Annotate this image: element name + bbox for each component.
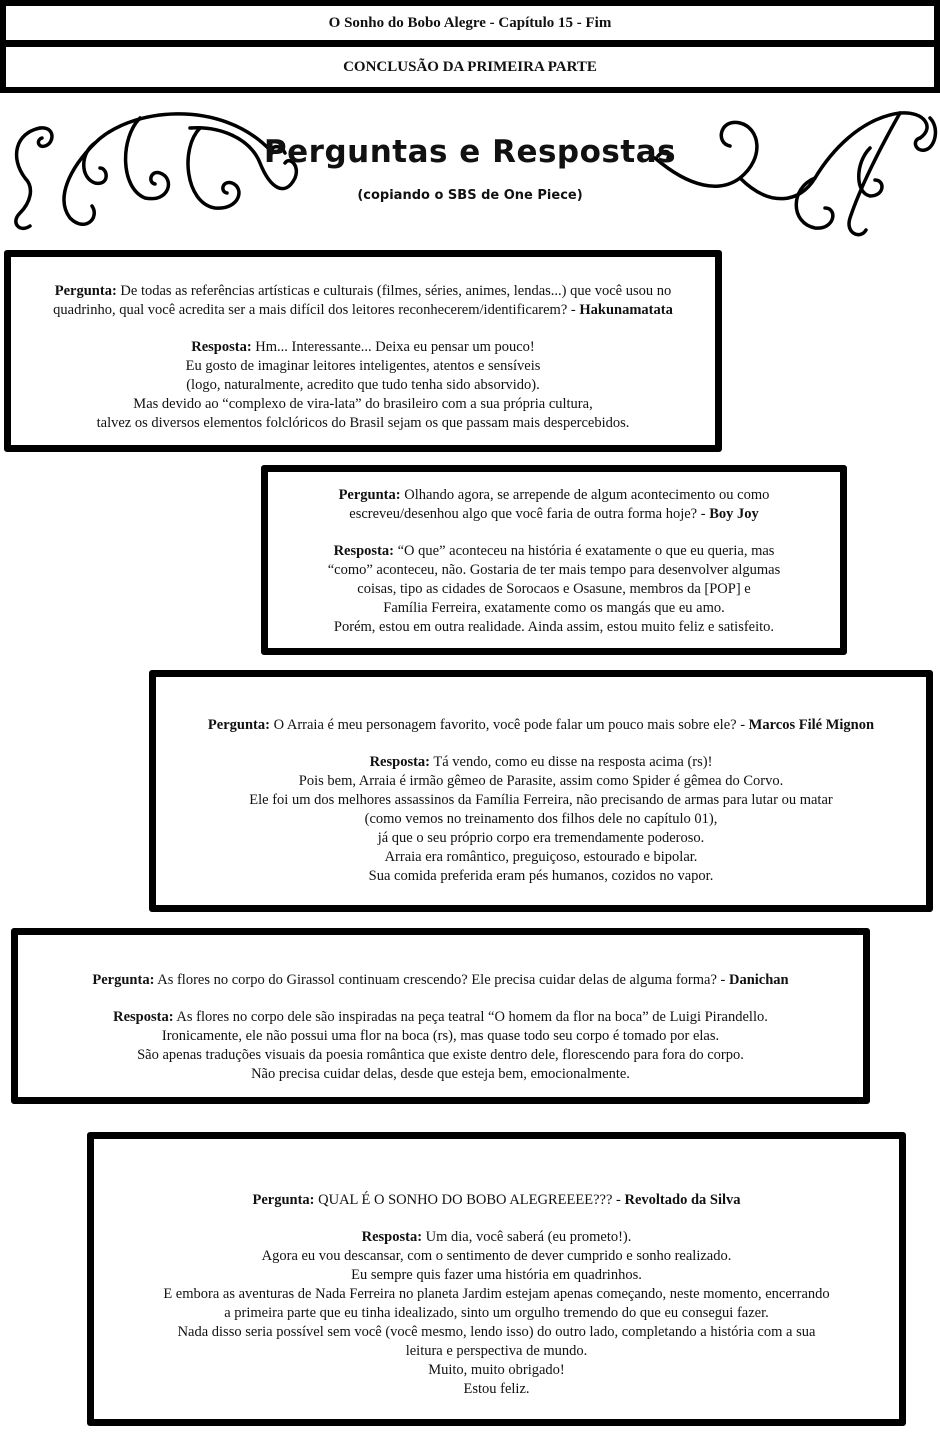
answer-label: Resposta: <box>369 754 430 770</box>
answer: Resposta: Um dia, você saberá (eu prometo!). Agora eu vou descansar, com o sentimento de dever cumprido e sonho realizado. Eu sempre quis fazer uma história em quadrinhos. E embora as aventuras de Nada Ferreira no planeta Jardim estejam apenas começando, neste momento, encerrando a primeira parte que eu tinha idealizado, sinto um orgulho tremendo do que eu consegui fazer. Nada disso seria possível sem você (você mesmo, lendo isso) do outro lado, completando a história com a sua leitura e perspectiva de mundo. Muito, muito obrigado! Estou feliz. <box>163 1229 830 1397</box>
swirl-ornament-icon <box>0 108 940 248</box>
qa-card <box>149 670 933 912</box>
answer: Resposta: Hm... Interessante... Deixa eu pensar um pouco! Eu gosto de imaginar leitores inteligentes, atentos e sensíveis (logo, naturalmente, acredito que tudo tenha sido absorvido). Mas devido ao “complexo de vira-lata” do brasileiro com a sua própria cultura, talvez os diversos elementos folclóricos do Brasil sejam os que passam mais despercebidos. <box>96 339 630 431</box>
answer: Resposta: Tá vendo, como eu disse na resposta acima (rs)! Pois bem, Arraia é irmão gêmeo de Parasite, assim como Spider é gêmea do Corvo. Ele foi um dos melhores assassinos da Família Ferreira, não precisando de armas para lutar ou matar (como vemos no treinamento dos filhos dele no capítulo 01), já que o seu próprio corpo era tremendamente poderoso. Arraia era romântico, preguiçoso, estourado e bipolar. Sua comida preferida eram pés humanos, cozidos no vapor. <box>249 754 833 884</box>
question-label: Pergunta: <box>338 487 401 503</box>
qa-card <box>11 928 870 1104</box>
question-author: Marcos Filé Mignon <box>748 717 875 733</box>
section-subtitle: (copiando o SBS de One Piece) <box>357 188 583 203</box>
answer: Resposta: As flores no corpo dele são inspiradas na peça teatral “O homem da flor na boca” de Luigi Pirandello. Ironicamente, ele não possui uma flor na boca (rs), mas quase todo seu corpo é tomado por elas. São apenas traduções visuais da poesia romântica que existe dentro dele, florescendo para fora do corpo. Não precisa cuidar delas, desde que esteja bem, emocionalmente. <box>113 1009 768 1082</box>
question: Pergunta: As flores no corpo do Girassol continuam crescendo? Ele precisa cuidar delas de alguma forma? - Danichan <box>92 972 789 988</box>
answer-label: Resposta: <box>191 339 252 355</box>
answer-label: Resposta: <box>333 543 394 559</box>
question-label: Pergunta: <box>92 972 155 988</box>
question-author: Revoltado da Silva <box>624 1192 741 1208</box>
question-author: Boy Joy <box>709 506 759 522</box>
part-title: CONCLUSÃO DA PRIMEIRA PARTE <box>6 47 934 87</box>
answer: Resposta: “O que” aconteceu na história é exatamente o que eu queria, mas “como” aconteceu, não. Gostaria de ter mais tempo para desenvolver algumas coisas, tipo as cidades de Sorocaos e Osasune, membros da [POP] e Família Ferreira, exatamente como os mangás que eu amo. Porém, estou em outra realidade. Ainda assim, estou muito feliz e satisfeito. <box>327 543 781 635</box>
qa-card <box>261 465 847 655</box>
question: Pergunta: QUAL É O SONHO DO BOBO ALEGREEEE??? - Revoltado da Silva <box>252 1192 741 1208</box>
question-label: Pergunta: <box>252 1192 315 1208</box>
question-author: Danichan <box>728 972 789 988</box>
question: Pergunta: O Arraia é meu personagem favorito, você pode falar um pouco mais sobre ele? - Marcos Filé Mignon <box>207 717 875 733</box>
chapter-title-bar <box>0 0 940 46</box>
question: Pergunta: De todas as referências artísticas e culturais (filmes, séries, animes, lendas...) que você usou no quadrinho, qual você acredita ser a mais difícil dos leitores reconhecerem/identificarem? - Hakunamatata <box>53 283 673 318</box>
part-title-bar <box>0 41 940 93</box>
qa-card <box>4 250 722 452</box>
chapter-title: O Sonho do Bobo Alegre - Capítulo 15 - Fim <box>6 6 934 40</box>
question-label: Pergunta: <box>207 717 270 733</box>
answer-label: Resposta: <box>113 1009 174 1025</box>
qa-card <box>87 1132 906 1426</box>
question-author: Hakunamatata <box>579 302 673 318</box>
answer-label: Resposta: <box>361 1229 423 1245</box>
question-label: Pergunta: <box>54 283 117 299</box>
section-title: Perguntas e Respostas <box>263 134 677 170</box>
question: Pergunta: Olhando agora, se arrepende de algum acontecimento ou como escreveu/desenhou algo que você faria de outra forma hoje? - Boy Joy <box>338 487 770 522</box>
